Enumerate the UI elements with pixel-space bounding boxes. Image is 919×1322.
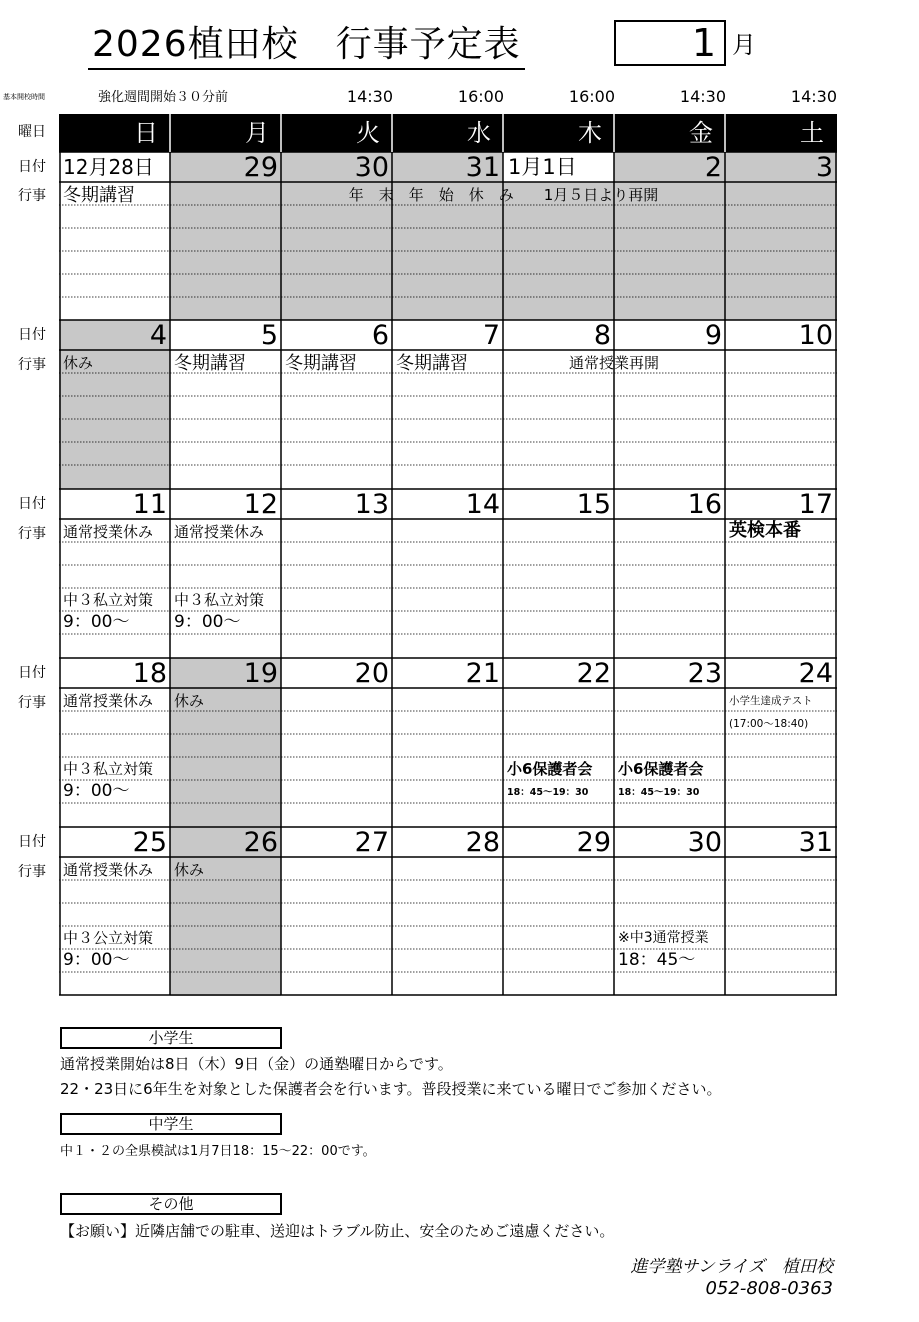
date-cell: 17 [798, 489, 833, 520]
date-cell: 19 [243, 658, 278, 689]
footer-school: 進学塾サンライズ 植田校 [630, 1257, 833, 1277]
event-item: 小6保護者会 [507, 760, 593, 778]
event-item: 通常授業再開 [568, 354, 659, 372]
month-number: 1 [691, 21, 716, 65]
date-label: 日付 [18, 834, 46, 850]
event-item: 小学生達成テスト [729, 695, 813, 707]
event-item: 休み [63, 354, 94, 372]
date-cell: 3 [815, 152, 833, 183]
date-cell: 12月28日 [63, 155, 154, 179]
date-cell: 23 [687, 658, 722, 689]
section-elementary-title: 小学生 [60, 1027, 282, 1049]
date-cell: 30 [354, 152, 389, 183]
weekday-sun: 日 [134, 119, 158, 147]
event-item: 冬期講習 [174, 353, 246, 374]
date-cell: 10 [798, 320, 833, 351]
event-time: 9：00～ [63, 950, 130, 970]
calendar-grid [59, 114, 837, 996]
event-item: 通常授業休み [63, 523, 154, 541]
date-cell: 14 [465, 489, 500, 520]
date-cell: 18 [132, 658, 167, 689]
date-label: 日付 [18, 496, 46, 512]
section-line: 通常授業開始は8日（木）9日（金）の通塾曜日からです。 [60, 1055, 453, 1073]
event-item: 通常授業休み [63, 692, 154, 710]
date-cell: 26 [243, 827, 278, 858]
event-time: 9：00～ [63, 781, 130, 801]
date-cell: 8 [593, 320, 611, 351]
date-cell: 22 [576, 658, 611, 689]
date-cell: 11 [132, 489, 167, 520]
month-box [614, 20, 726, 66]
date-cell: 4 [149, 320, 167, 351]
hour-wed: 16:00 [457, 87, 504, 106]
event-item: 冬期講習 [396, 353, 468, 374]
date-cell: 24 [798, 658, 833, 689]
event-item: 休み [174, 861, 205, 879]
date-cell: 21 [465, 658, 500, 689]
date-cell: 27 [354, 827, 389, 858]
weekday-fri: 金 [689, 119, 713, 147]
month-unit: 月 [732, 31, 756, 59]
date-cell: 1月1日 [508, 155, 577, 179]
event-item: 休み [174, 692, 205, 710]
date-cell: 16 [687, 489, 722, 520]
events-label: 行事 [18, 188, 46, 204]
hours-label: 基本開校時間 [3, 93, 45, 101]
footer-phone: 052-808-0363 [705, 1278, 833, 1299]
hour-tue: 14:30 [346, 87, 393, 106]
event-time: 9：00～ [63, 612, 130, 632]
event-time: 18：45～19：30 [618, 787, 700, 798]
page-title: 2026植田校 行事予定表 [88, 22, 525, 70]
date-cell: 28 [465, 827, 500, 858]
section-line: 22・23日に6年生を対象とした保護者会を行います。普段授業に来ている曜日でご参加ください。 [60, 1080, 722, 1098]
date-cell: 9 [704, 320, 722, 351]
date-cell: 29 [243, 152, 278, 183]
event-item: 冬期講習 [63, 185, 135, 206]
date-cell: 20 [354, 658, 389, 689]
date-label: 日付 [18, 665, 46, 681]
events-label: 行事 [18, 357, 46, 373]
event-item: 中３公立対策 [63, 929, 154, 947]
event-item: 中３私立対策 [63, 591, 154, 609]
section-line: 中１・２の全県模試は1月7日18：15～22：00です。 [60, 1144, 376, 1159]
date-cell: 6 [371, 320, 389, 351]
section-junior-title: 中学生 [60, 1113, 282, 1135]
event-item: 中３私立対策 [63, 760, 154, 778]
event-item: 冬期講習 [285, 353, 357, 374]
event-item: 通常授業休み [174, 523, 265, 541]
weekday-wed: 水 [467, 119, 491, 147]
event-item: 小6保護者会 [618, 760, 704, 778]
date-cell: 13 [354, 489, 389, 520]
date-cell: 7 [482, 320, 500, 351]
weekday-label: 曜日 [18, 124, 46, 140]
section-other-title: その他 [60, 1193, 282, 1215]
weekday-sat: 土 [800, 119, 824, 147]
date-cell: 29 [576, 827, 611, 858]
hour-thu: 16:00 [568, 87, 615, 106]
hour-fri: 14:30 [679, 87, 726, 106]
event-time: 18：45～ [618, 950, 696, 970]
event-item: 英検本番 [729, 520, 801, 541]
events-label: 行事 [18, 695, 46, 711]
date-cell: 2 [704, 152, 722, 183]
weekday-tue: 火 [356, 119, 380, 147]
date-cell: 25 [132, 827, 167, 858]
date-label: 日付 [18, 159, 46, 175]
weekday-thu: 木 [578, 119, 602, 147]
event-time: (17:00～18:40) [729, 718, 809, 730]
date-cell: 31 [465, 152, 500, 183]
date-cell: 12 [243, 489, 278, 520]
event-item: 通常授業休み [63, 861, 154, 879]
hours-note: 強化週間開始３０分前 [98, 90, 229, 105]
event-time: 18：45～19：30 [507, 787, 589, 798]
date-label: 日付 [18, 327, 46, 343]
section-line: 【お願い】近隣店舗での駐車、送迎はトラブル防止、安全のためご遠慮ください。 [60, 1222, 615, 1240]
weekday-mon: 月 [245, 119, 269, 147]
event-time: 9：00～ [174, 612, 241, 632]
date-cell: 15 [576, 489, 611, 520]
date-cell: 31 [798, 827, 833, 858]
events-label: 行事 [18, 864, 46, 880]
hour-sat: 14:30 [790, 87, 837, 106]
date-cell: 30 [687, 827, 722, 858]
event-banner: 年 末 年 始 休 み 1月５日より再開 [348, 186, 659, 204]
events-label: 行事 [18, 526, 46, 542]
date-cell: 5 [260, 320, 278, 351]
event-item: ※中3通常授業 [618, 930, 709, 946]
event-item: 中３私立対策 [174, 591, 265, 609]
